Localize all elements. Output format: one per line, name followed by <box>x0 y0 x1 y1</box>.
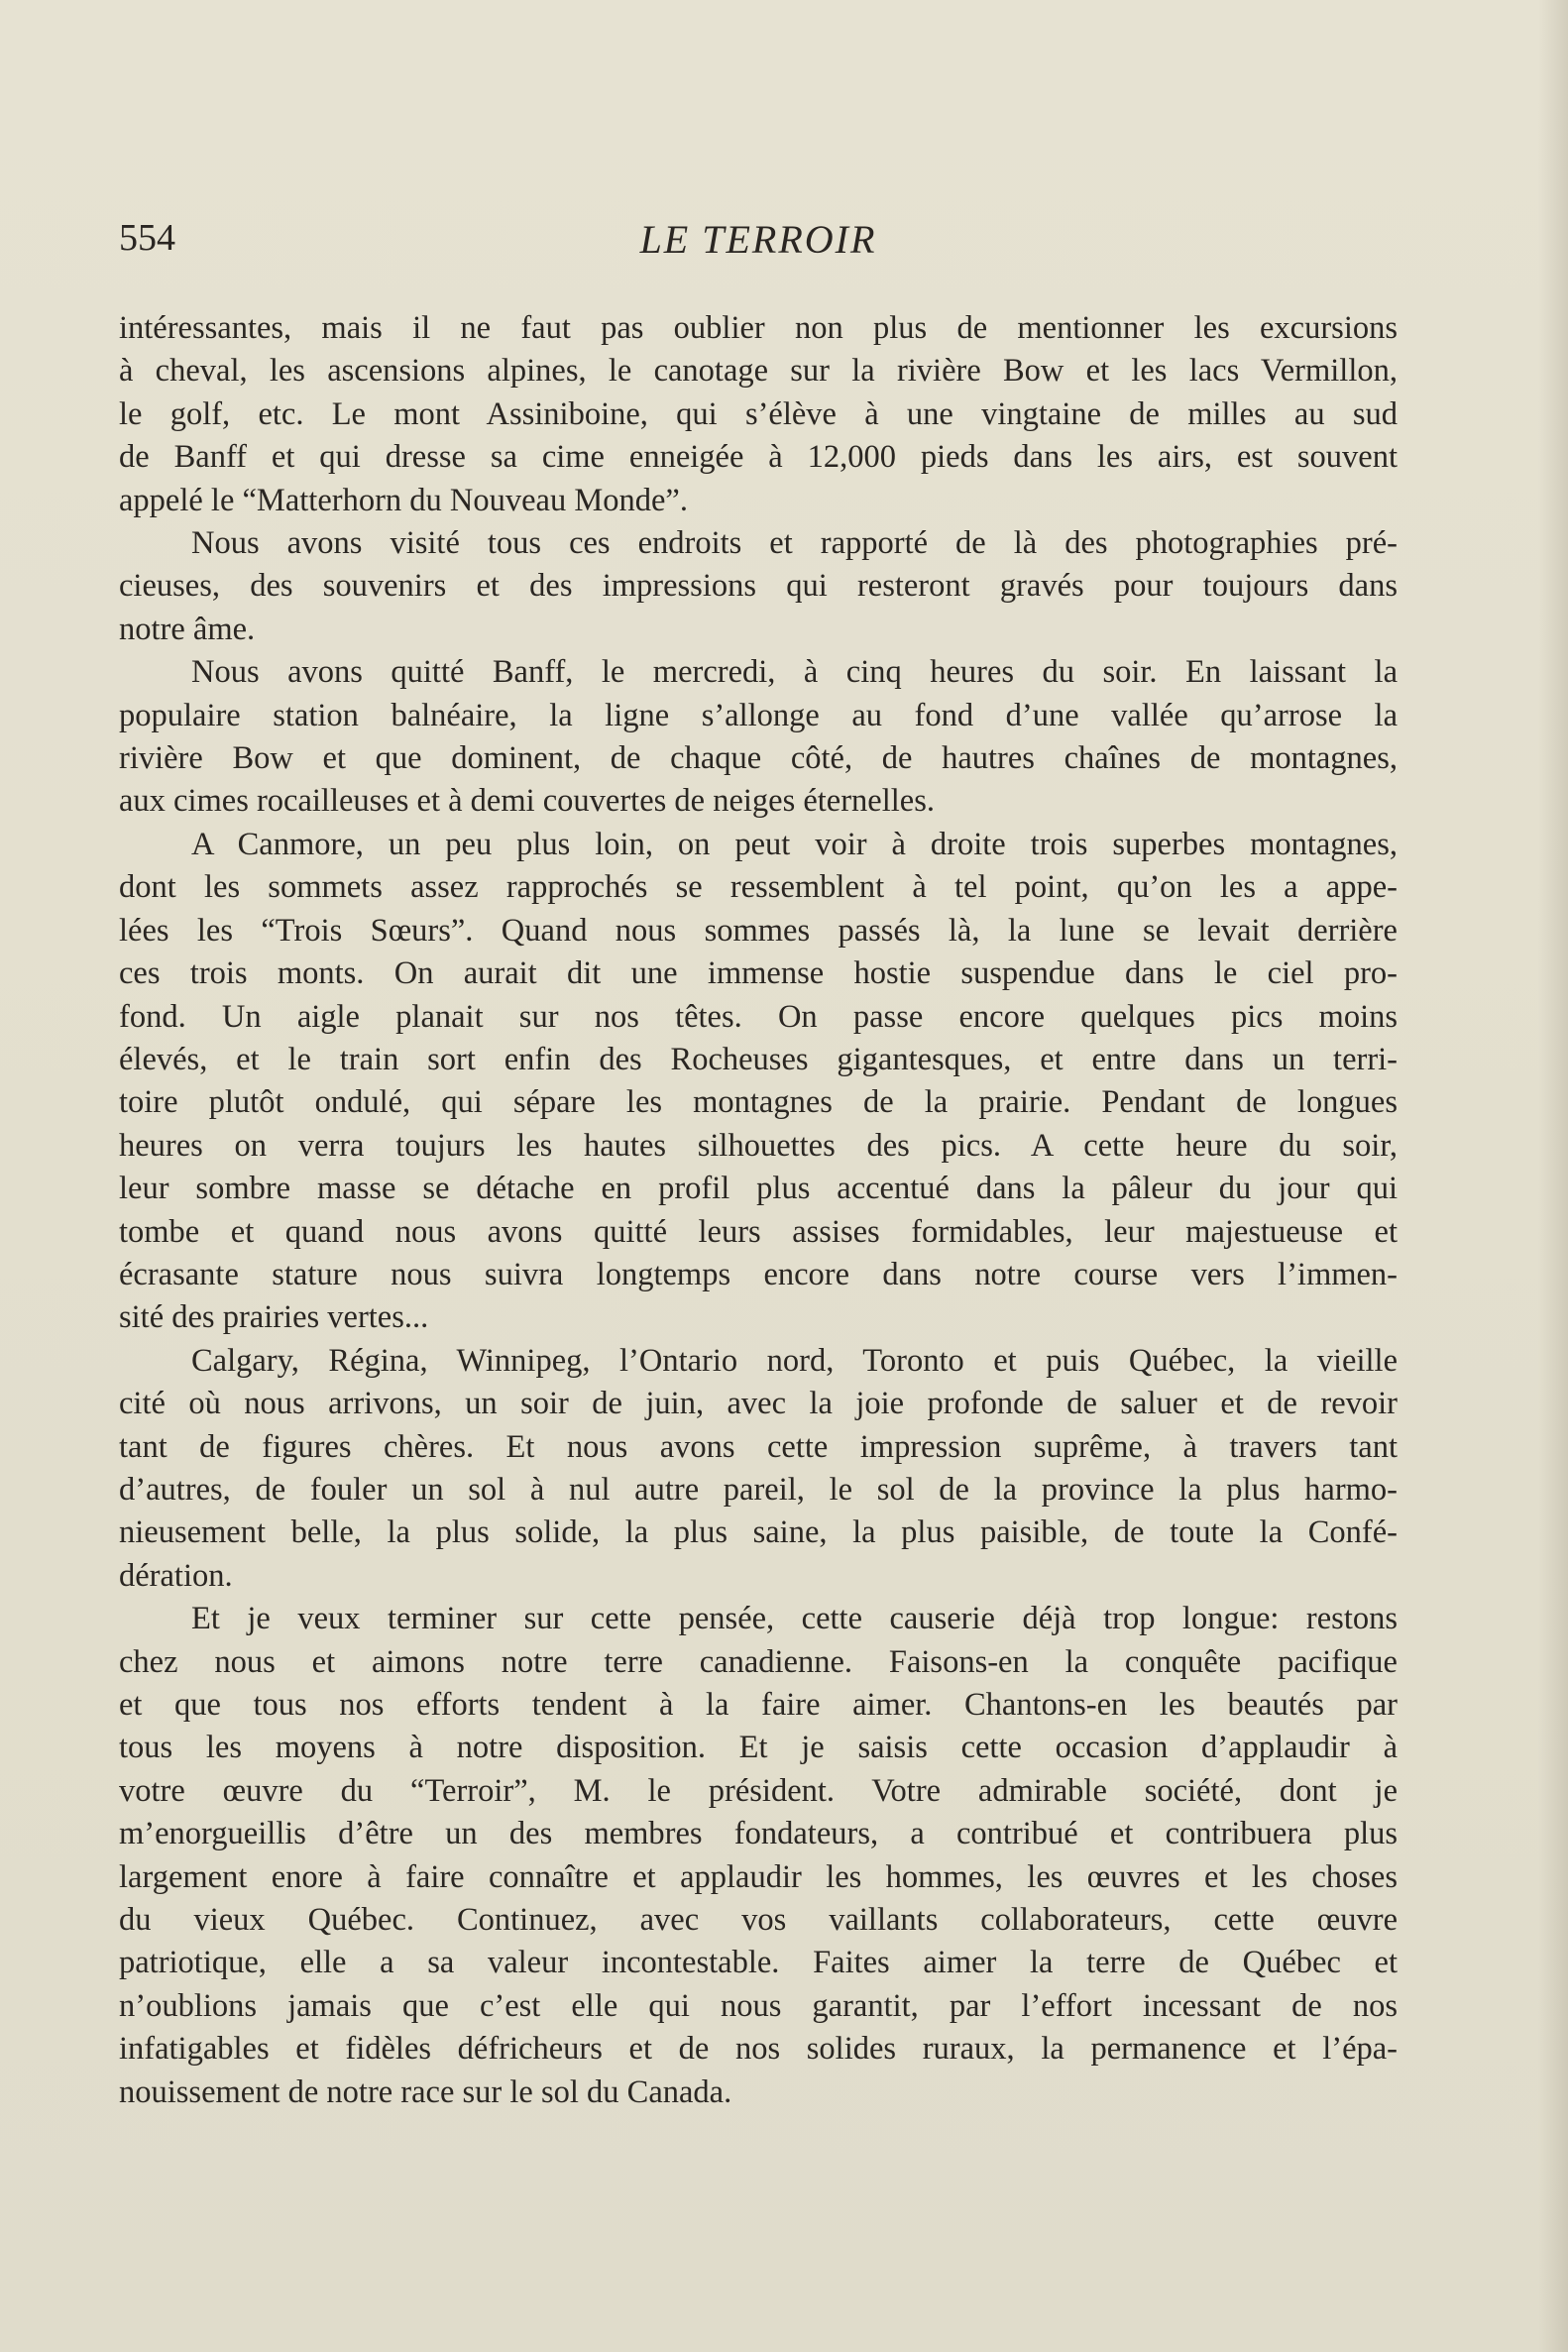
page-edge-shadow <box>1538 0 1568 2352</box>
text-line: Nous avons quitté Banff, le mercredi, à cinq heures du soir. En laissant la <box>191 654 1398 691</box>
paragraph <box>119 651 1398 824</box>
paragraph <box>119 1598 1398 2114</box>
paragraph <box>119 824 1398 1340</box>
text-line: largement enore à faire connaître et applaudir les hommes, les œuvres et les choses <box>119 1858 1398 1895</box>
paragraph <box>119 1340 1398 1598</box>
text-line: de Banff et qui dresse sa cime enneigée à 12,000 pieds dans les airs, est souvent <box>119 439 1398 476</box>
text-line: n’oublions jamais que c’est elle qui nous garantit, par l’effort incessant de nos <box>119 1987 1398 2024</box>
text-line: ces trois monts. On aurait dit une immense hostie suspendue dans le ciel pro- <box>119 955 1398 992</box>
text-line: infatigables et fidèles défricheurs et de nos solides ruraux, la permanence et l’épa- <box>119 2031 1398 2068</box>
text-line: fond. Un aigle planait sur nos têtes. On passe encore quelques pics moins <box>119 998 1398 1035</box>
text-line: patriotique, elle a sa valeur incontestable. Faites aimer la terre de Québec et <box>119 1945 1398 1981</box>
text-line: Calgary, Régina, Winnipeg, l’Ontario nord, Toronto et puis Québec, la vieille <box>191 1342 1398 1379</box>
text-line: le golf, etc. Le mont Assiniboine, qui s’élève à une vingtaine de milles au sud <box>119 395 1398 432</box>
body-text <box>119 307 1398 2114</box>
text-line: m’enorgueillis d’être un des membres fondateurs, a contribué et contribuera plus <box>119 1816 1398 1852</box>
text-line: leur sombre masse se détache en profil plus accentué dans la pâleur du jour qui <box>119 1171 1398 1207</box>
text-line: dont les sommets assez rapprochés se ressemblent à tel point, qu’on les a appe- <box>119 869 1398 906</box>
text-line: nouissement de notre race sur le sol du Canada. <box>119 2073 732 2110</box>
text-line: tombe et quand nous avons quitté leurs assises formidables, leur majestueuse et <box>119 1213 1398 1250</box>
paragraph <box>119 307 1398 522</box>
text-line: cieuses, des souvenirs et des impressions qui resteront gravés pour toujours dans <box>119 568 1398 605</box>
text-line: aux cimes rocailleuses et à demi couvertes de neiges éternelles. <box>119 783 935 820</box>
text-line: écrasante stature nous suivra longtemps encore dans notre course vers l’immen- <box>119 1256 1398 1292</box>
text-line: heures on verra toujurs les hautes silhouettes des pics. A cette heure du soir, <box>119 1127 1398 1164</box>
text-line: votre œuvre du “Terroir”, M. le président. Votre admirable société, dont je <box>119 1772 1398 1809</box>
text-line: toire plutôt ondulé, qui sépare les montagnes de la prairie. Pendant de longues <box>119 1084 1398 1121</box>
text-line: tant de figures chères. Et nous avons cette impression suprême, à travers tant <box>119 1428 1398 1465</box>
text-line: intéressantes, mais il ne faut pas oublier non plus de mentionner les excursions <box>119 310 1398 346</box>
page-number: 554 <box>119 217 175 259</box>
text-line: d’autres, de fouler un sol à nul autre pareil, le sol de la province la plus harmo- <box>119 1471 1398 1508</box>
paragraph <box>119 522 1398 651</box>
page-header <box>119 216 1398 276</box>
text-line: nieusement belle, la plus solide, la plus saine, la plus paisible, de toute la Confé- <box>119 1514 1398 1551</box>
text-line: lées les “Trois Sœurs”. Quand nous sommes passés là, la lune se levait derrière <box>119 912 1398 949</box>
text-line: chez nous et aimons notre terre canadienne. Faisons-en la conquête pacifique <box>119 1643 1398 1680</box>
text-line: Nous avons visité tous ces endroits et rapporté de là des photographies pré- <box>191 525 1398 562</box>
text-line: sité des prairies vertes... <box>119 1299 429 1336</box>
text-line: appelé le “Matterhorn du Nouveau Monde”. <box>119 482 688 518</box>
text-line: à cheval, les ascensions alpines, le canotage sur la rivière Bow et les lacs Vermillon, <box>119 353 1398 390</box>
text-line: et que tous nos efforts tendent à la faire aimer. Chantons-en les beautés par <box>119 1687 1398 1723</box>
text-line: dération. <box>119 1557 233 1594</box>
text-line: populaire station balnéaire, la ligne s’allonge au fond d’une vallée qu’arrose la <box>119 697 1398 733</box>
text-line: tous les moyens à notre disposition. Et je saisis cette occasion d’applaudir à <box>119 1730 1398 1766</box>
running-title: LE TERROIR <box>639 217 877 262</box>
text-line: cité où nous arrivons, un soir de juin, avec la joie profonde de saluer et de revoir <box>119 1386 1398 1422</box>
text-line: notre âme. <box>119 611 256 647</box>
text-line: A Canmore, un peu plus loin, on peut voir à droite trois superbes montagnes, <box>191 826 1398 862</box>
text-line: Et je veux terminer sur cette pensée, cette causerie déjà trop longue: restons <box>191 1601 1398 1637</box>
text-line: du vieux Québec. Continuez, avec vos vaillants collaborateurs, cette œuvre <box>119 1902 1398 1939</box>
text-line: élevés, et le train sort enfin des Rocheuses gigantesques, et entre dans un terri- <box>119 1041 1398 1077</box>
text-line: rivière Bow et que dominent, de chaque côté, de hautres chaînes de montagnes, <box>119 740 1398 777</box>
